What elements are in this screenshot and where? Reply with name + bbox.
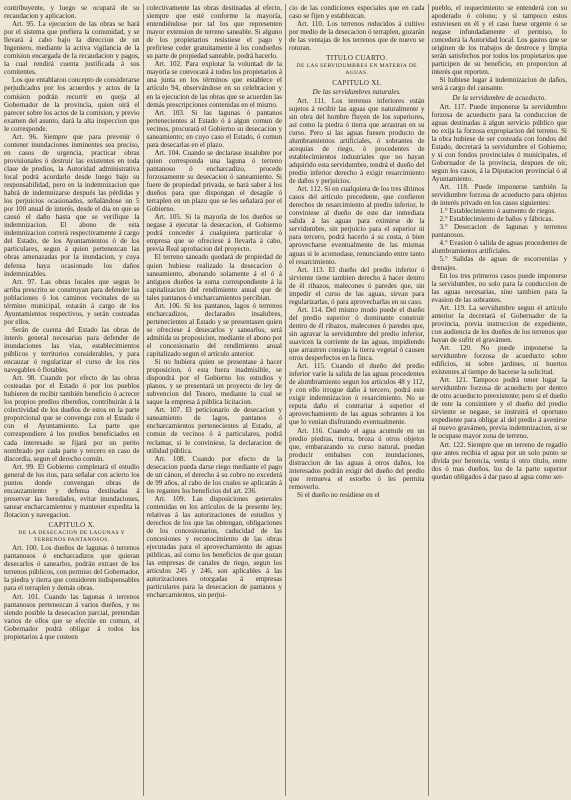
article-paragraph: Art. 121. Tampoco podrá tener lugar la servidumbre forzosa de acueducto por dentro de otro acueducto preexistente; pero si el dueño de este la consintiere y el dueño del predio sirviente se negase, se instruirá el oportuno expediente para obligar al del predio á avenirse al nuevo gravámen, previa indemnizacion, si se le ocupase mayor zona de terreno. [431,376,567,441]
article-paragraph: Art. 118. Puede imponerse también la servidumbre forzosa de acueducto para objetos de interés privado en los casos siguientes: [431,183,567,208]
article-paragraph: Art. 104. Cuando se declarase insalubre por quien corresponda una laguna ó terreno pantanoso ó encharcadizo, procede forzosamente su desecacion ó saneamiento. Si fuere de propiedad privada, se hará saber á los dueños para que dispongan el desagüe ó terraplen en un plazo que se les señalará por el Gobierno. [146,148,282,214]
paragraph: 1.° Establecimiento ó aumento de riegos. [439,207,557,216]
article-paragraph: Art. 103. Si las lagunas ó pantanos pertenecientes al Estado ó á algun comun de vecinos, procurará el Gobierno su desecacion y saneamiento; en cuyo caso el Estado, ó comun para desecarlas en el plazo. [146,108,282,149]
article-paragraph: Art. 113. El dueño del predio inferior ó sirviente tiene tambien derecho á hacer dentro de él ribazos, malecones ó paredes que, sin impedir el curso de las aguas, sirvan para regularizarlas, ó para aprovecharlas en su caso. [289,265,425,306]
article-paragraph: Art. 96. Siempre que para prevenir ó contener inundaciones inminentes sea preciso, en casos de urgencia, practicar obras provisionales ó destruir las existentes en toda clase de predios, la Autoridad administrativa local podrá acordarlo desde luego bajo su responsabilidad, pero en la indemnizacion que habrá de indemnizarse después las pérdidas y los perjuicios ocasionados, señalándose un 5 por 100 anual de interés, desde el dia en que se causó el daño hasta que se verifique la indemnizacion. El abono de esta indemnizacion correrá respectivamente á cargo del Estado, de los Ayuntamientos ó de los particulares, segun á quien pertenezcan las obras amenazadas por la inundacion, y cuya defensa haya ocasionado los daños indemnizables. [4,132,140,278]
article-paragraph: Art. 107. El peticionario de desecacion y saneamiento de lagos, pantanos ó encharcamientos pertenecientes al Estado, al comun de vecinos ó á particulares, podrá reclamar, si le conviniese, la declaracion de utilidad pública. [146,406,282,455]
paragraph: contribuyente, y luego se ocupará de su recaudacion y aplicacion. [4,4,140,21]
article-paragraph: Art. 106. Si los pantanos, lagos ó terrenos encharcadizos, declarados insalubres, pertenecientes al Estado y se presentasen quien se ofreciese á desecarlos y sanearlos, será admitida su proposicion, mediante el abono por el concesionario del rendimiento anual capitalizado segun el artículo anterior. [146,301,282,359]
subsection-heading: De la servidumbre de acueducto. [452,93,547,102]
paragraph: Si no hubiera quien se presentase á hacer proposicion, ó esta fuera inadmisible, se dispondrá por el Gobierno los estudios y planos, y se presentará un proyecto de ley de subvencion del Tesoro, mediante la cual se saque la empresa á pública licitacion. [146,358,282,407]
article-paragraph: Art. 110. Los terrenos reducidos á cultivo por medio de la desecacion ó terraplen, gozarán de las ventajas de los terrenos que de nuevo se roturan. [289,20,425,53]
paragraph: 3.° Desecacion de lagunas y terrenos pantanosos. [431,223,567,240]
paragraph: 5.° Salidas de aguas de escorrentías y drenajes. [431,255,567,272]
section-heading: CAPITULO X. [48,521,95,529]
paragraph: pueblo, el requerimiento se entenderá con su apoderado ó colono; y si tampoco estos estuviesen en él y el caso fuese urgente ó se negase infundadamente el permiso, lo concederá la Autoridad local. Los gastos que se originen de los trabajos de destroce y limpia serán satisfechos por todos los propietarios que participen de su beneficio, en proporcion al interés que reporten. [431,4,567,77]
article-paragraph: Art. 114. Del mismo modo puede el dueño del predio superior ó dominante construir dentro de él ribazos, malecones ó paredes que, sin agravar la servidumbre del predio inferior, suavicen la corriente de las aguas, impidiendo que arrastren consigo la tierra vegetal ó causen otros desperfectos en la finca. [289,305,425,363]
article-paragraph: Art. 122. Siempre que un terreno de regadío que antes recibia el agua por un solo punto se divida por herencia, venta ú otro título, entre dos ó mas dueños, los de la parte superior quedan obligados á dar paso al agua como ser- [431,440,567,481]
article-paragraph: Art. 101. Cuando las lagunas ó terrenos pantanosos pertenezcan á varios dueños, y no siendo posible la desecacion parcial, pretendan varios de ellos que se efectúe en comun, el Gobernador podrá obligar á todos los propietarios á que costeen [4,592,140,641]
section-subheading: DE LAS SERVIDUMBRES EN MATERIA DE AGUAS. [296,63,417,76]
article-paragraph: Art. 97. Las obras locales que segun lo arriba prescrito se construyan para defender las poblaciones ó los caminos vecinales de su término municipal, estarán á cargo de los Ayuntamientos respectivos, y serán costeadas por ellos. [4,277,140,326]
article-paragraph: Art. 98. Cuando por efecto de las obras costeadas por el Estado ó por los pueblos hubieren de recibir también beneficio ó acrecer los propios predios ribereños, contribuirán á la colectividad de los dueños de estos en la parte proporcional que se convenga con el Estado ó con el Ayuntamiento. La parte que correspondiere á los predios beneficiados en cada interesado se fijará por un perito nombrado por cada parte y tercero en caso de discordia, segun el derecho común. [4,374,140,463]
paragraph: Si el dueño no residiese en el [297,490,380,499]
article-paragraph: Art. 115. Cuando el dueño del predio inferior varíe la salida de las aguas procedentes de alumbramiento segun los artículos 48 y 112, y con ello irrogue daño á tercero, podrá este exigir indemnizacion ó resarcimiento. No se reputa daño el contrariar á superior el aprovechamiento de las aguas sobrantes á los que lo venian disfrutando eventualmente. [289,362,425,427]
paragraph: colectivamente las obras destinadas al efecto, siempre que esté conforme la mayoría, entendiéndose por tal los que representen mayor extension de terreno saneable. Si alguno de los propietarios resistiese el pago y prefiriese ceder gratuitamente á los condueños su parte de propiedad saneable, podrá hacerlo. [146,4,282,61]
paragraph: 4.° Evasion ó salida de aguas procedentes de alumbramientos artificiales. [431,239,567,256]
paragraph: Serán de cuenta del Estado las obras de interés general necesarias para defender de inundaciones las vias, establecimientos públicos y territorios considerables, y para encauzar ó regularizar el curso de los rios navegables ó flotables. [4,325,140,375]
section-subheading: DE LA DESECACION DE LAGUNAS Y TERRENOS PANTANOSOS. [18,530,126,543]
article-paragraph: Art. 112. Si en cualquiera de los tres últimos casos del artículo precedente, que confieren derechos de resarcimiento al predio inferior, le conviniese al dueño de este dar inmediata salida á las aguas para eximirse de la servidumbre, sin perjuicio para el superior ni para tercero, podrá hacerlo á su costa, ó bien aprovecharse eventualmente de las mismas aguas si le acomodase, renunciando entre tanto el resarcimiento. [289,185,425,266]
article-paragraph: Art. 117. Puede imponerse la servidumbre forzosa de acueducto para la conduccion de aguas destinadas á algun servicio público que no exija la forzosa expropiacion del terreno. Si la obra hubiese de ser costeada con fondos del Estado, decretará la servidumbre el Gobierno; y si con fondos provinciales ó municipales, el Gobernador de la provincia, despues de oir, segun los casos, á la Diputacion provincial ó al Ayuntamiento. [431,102,567,183]
text-column-1 [4,4,140,796]
paragraph: Los que entablaron concepto de considerarse perjudicados por los acuerdos y actos de la comision podrán recurrir en queja al Gobernador de la provincia, quien oirá el parecer sobre los actos de la comision, y previo examen del asunto, dará la alta inspeccion que le corresponde. [4,76,140,133]
paragraph: En los tres primeros casos puede imponerse la servidumbre, no solo para la conduccion de las aguas necesarias, sino tambien para la evasion de las sobrantes. [431,271,567,304]
article-paragraph: Art. 99. El Gobierno completará el estudio general de los rios, para señalar con acierto los puntos donde convengan obras de encauzamiento y defensa destinadas á preservar las heredades, evitar inundaciones, sanear encharcamientos y mantener expedita la flotacion y navegacion. [4,462,140,519]
text-column-4 [428,4,568,796]
article-paragraph: Art. 120. No puede imponerse la servidumbre forzosa de acueducto sobre edificios, ni sobre jardines, ni huertos existentes al tiempo de hacerse la solicitud. [431,343,567,377]
article-paragraph: Art. 108. Cuando por efecto de la desecacion pueda darse riego mediante el pago de un cánon, el derecho á su cobro no excederá de 99 años, al cabo de los cuales se aplicarán á los regantes los beneficios del art. 236. [146,454,282,495]
article-paragraph: Art. 116. Cuando el agua acumule en un predio piedras, tierra, broza ú otros objetos que, embarazando su curso natural, puedan producir embalses con inundaciones, distraccion de las aguas á otros daños, los interesados podrán exigir del dueño del predio que remueva el estorbo ó les permita removerlo. [289,426,425,491]
text-column-3 [285,4,425,796]
article-paragraph: Art. 102. Para explotar la voluntad de la mayoría se convocará á todos los propietarios á una junta en los términos que establece el artículo 94, observándose en su celebracion y en la ejecucion de las obras que se acuerden las demás prescripciones contenidas en el mismo. [146,60,282,109]
paragraph: 2.° Establecimiento de baños y fábricas. [439,215,554,224]
article-paragraph: Art. 119. La servidumbre segun el artículo anterior la decretará el Gobernador de la provincia, previa instruccion de expediente, con audiencia de los dueños de los terrenos que hayan de sufrir el gravámen. [431,303,567,344]
article-paragraph: Art. 109. Las disposiciones generales contenidas en los artículos de la presente ley, relativas á las autorizaciones de estudios y derechos de los que las obtengan, obligaciones de los concesionarios, caducidad de las concesiones y reconocimiento de las obras ejecutadas para el aprovechamiento de aguas públicas, así como los beneficios de que gozan las empresas de canales de riego, segun los artículos 245 y 246, son aplicables á las autorizaciones otorgadas á empresas particulares para la desecacion de pantanos y encharcamientos, sin perjui- [146,494,282,600]
article-paragraph: Art. 100. Los dueños de lagunas ó terrenos pantanosos ó encharcadizos que quieran desecarlos ó sanearlos, podrán extraer de los terrenos públicos, con permiso del Gobernador, la piedra y tierra que consideren indispensables para el terraplen y demás obras. [4,544,140,593]
article-paragraph: Art. 95. La ejecucion de las obras se hará por el sistema que prefiera la comunidad, y se llevará á cabo bajo la direccion de un Ingeniero, mediante la activa vigilancia de la comision encargada de la recaudacion y pagos, la cual rendirá cuenta justificada á sus comitentes. [4,20,140,77]
paragraph: El terreno saneado quedará de propiedad de quien hubiese realizado la desecacion ó saneamiento, abonando solamente á el ó á antiguos dueños la suma correspondiente á la capitalizacion del rendimiento anual que de tales pantanos ó encharcamientos percibian. [146,253,282,302]
section-subtitle: De las servidumbres naturales. [312,87,401,96]
text-column-2 [143,4,283,796]
paragraph: cio de las condiciones especiales que en cada caso se fijen y establezcan. [289,4,425,21]
paragraph: Si hubiese lugar á indemnizacion de daños, será á cargo del causante. [431,76,567,93]
article-paragraph: Art. 111. Los terrenos inferiores están sujetos á recibir las aguas que naturalmente y sin obra del hombre fluyen de los superiores, así como la piedra ó tierra que arrastran en su curso. Pero si las aguas fuesen producto de alumbramientos artificiales, ó sobrantes de acequias de riego, ó procedentes de establecimientos industriales que no hayan adquirido esta servidumbre, tendrá el dueño del predio inferior derecho á exigir resarcimiento de daños y perjuicios. [289,96,425,186]
article-paragraph: Art. 105. Si la mayoría de los dueños se negase á ejecutar la desecacion, el Gobierno podrá conceder á cualquiera particular ó empresa que se ofreciese á llevarla á cabo, previa Real aprobacion del proyecto. [146,213,282,254]
section-heading: CAPITULO XI. [332,78,382,87]
section-heading: TITULO CUARTO. [326,54,388,63]
